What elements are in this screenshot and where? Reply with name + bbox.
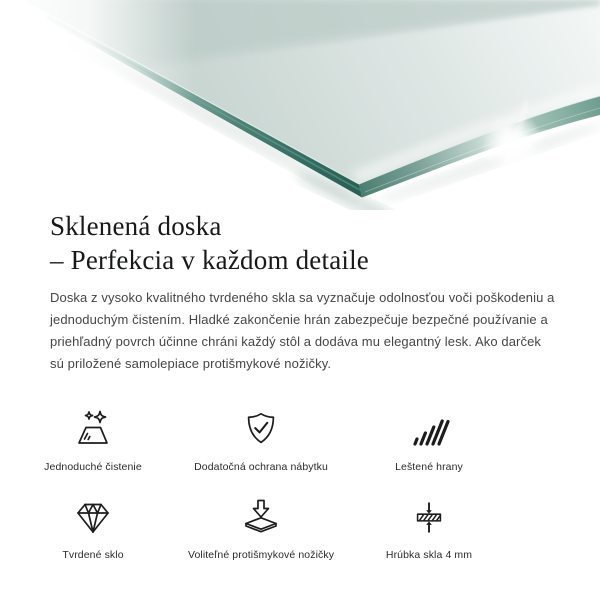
feature-label: Leštené hrany bbox=[395, 461, 463, 473]
shield-check-icon bbox=[241, 407, 281, 453]
page-title bbox=[50, 209, 560, 277]
feature-grid bbox=[9, 407, 513, 562]
glass-thickness-icon bbox=[409, 495, 449, 541]
feature-anti-slip-pads bbox=[177, 495, 345, 562]
page-title-line2: – Perfekcia v každom detaile bbox=[50, 245, 369, 275]
sparkle-clean-icon bbox=[72, 407, 114, 453]
glass-panel-illustration bbox=[0, 0, 600, 210]
feature-label: Tvrdené sklo bbox=[62, 549, 124, 561]
feature-label: Voliteľné protišmykové nožičky bbox=[187, 549, 335, 561]
left-white-fade bbox=[0, 0, 200, 210]
feature-easy-cleaning bbox=[9, 407, 177, 474]
feature-tempered-glass bbox=[9, 495, 177, 562]
feature-furniture-protection bbox=[177, 407, 345, 474]
feature-glass-thickness bbox=[345, 495, 513, 562]
feature-label: Hrúbka skla 4 mm bbox=[385, 549, 473, 561]
polished-edges-icon bbox=[408, 407, 450, 453]
product-image-glass-panel bbox=[0, 0, 600, 210]
anti-slip-pads-icon bbox=[240, 495, 282, 541]
diamond-icon bbox=[72, 495, 114, 541]
feature-label: Dodatočná ochrana nábytku bbox=[194, 461, 328, 473]
feature-label: Jednoduché čistenie bbox=[44, 461, 142, 473]
product-description: Doska z vysoko kvalitného tvrdeného skla sa vyznačuje odolnosťou voči poškodeniu a jednoduchým čistením. Hladké zakončenie hrán zabezpečuje bezpečné používanie a priehľadný povrch účinne chráni každý stôl a dodáva mu elegantný lesk. Ako darček sú priložené samolepiace protišmykové nožičky. bbox=[50, 290, 555, 371]
feature-polished-edges bbox=[345, 407, 513, 474]
page-title-line1: Sklenená doska bbox=[50, 211, 222, 241]
